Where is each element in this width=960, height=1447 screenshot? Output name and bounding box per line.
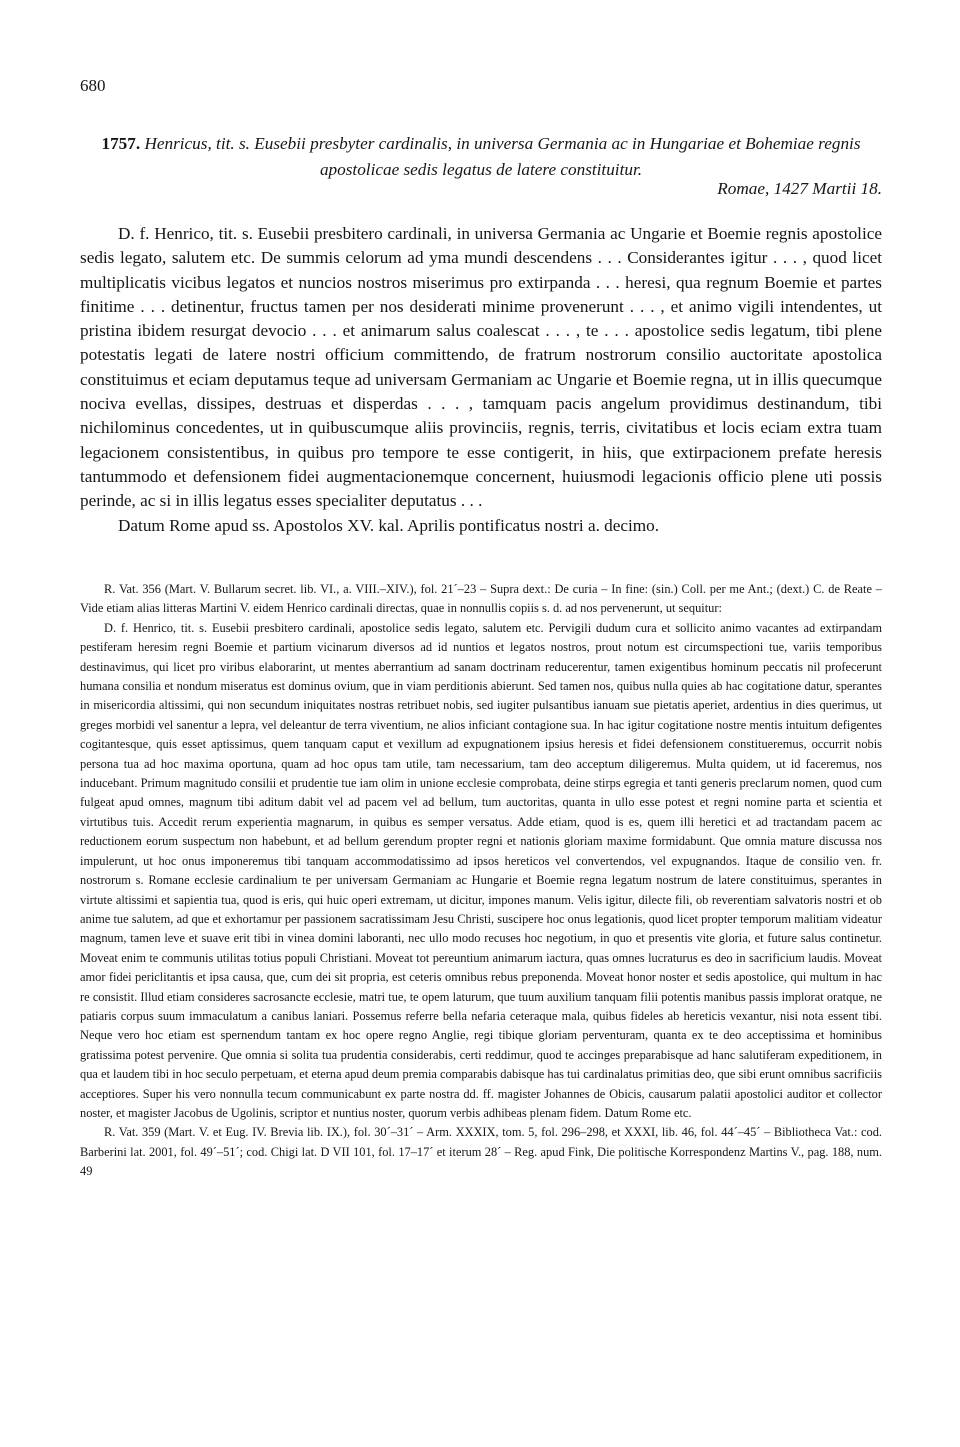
appended-letter: D. f. Henrico, tit. s. Eusebii presbitero cardinali, apostolice sedis legato, salutem etc. Pervigili dudum cura et sollicito animo vacantes ad extirpandam pestiferam heresim regni Boemie et partium vicinarum diversos ad id nuntios et legatos nostros, prout notum est circumspectioni tue, variis temporibus destinavimus, qui licet pro viribus elaborarint, ut mentes aberrantium ad sanam doctrinam reducerentur, tamen exigentibus hominum peccatis nil profecerunt humana consilia et nondum miseratus est dominus ovium, que in viam perditionis abierunt. Sed tamen nos, quibus nulla quies ab hac cogitatione datur, sperantes in misericordia altissimi, qui non secundum iniquitates nostras retribuet nobis, sed iugiter pulsantibus ianuam sue pietatis aperiet, ardentius in dies querimus, ut greges morbidi vel sanentur a lepra, vel deleantur de terra viventium, ne alios inficiant contagione sua. In hac igitur cogitatione nostre mentis intuitum defigentes cogitantesque, quis esset aptissimus, quem tanquam caput et vexillum ad expugnationem ipsius heresis et fidei defensionem constitueremus, occurrit nobis persona tua ad hoc maxima oportuna, quam ad hoc opus tam utile, tam necessarium, tam deo acceptum diligeremus. Multa quidem, ut id faceremus, nos inducebant. Primum magnitudo consilii et prudentie tue iam olim in unione ecclesie comprobata, deine stirps egregia et tanti generis preclarum nomen, quod cum fulgeat apud omnes, magnum tibi aditum dabit vel ad pacem vel ad bellum, tum auctoritas, quanta in ullo esse potest et regni nomine parta et scientia et virtutibus tuis. Accedit rerum experientia magnarum, in quibus es semper versatus. Adde etiam, quod is es, quem illi heretici et ad tractandam pacem ac reductionem eorum suspectum non habebunt, et ad bellum gerendum propter regni et nationis gloriam maxime formidabunt. Que omnia mature discussa nos impulerunt, ut hoc onus imponeremus tibi tanquam accommodatissimo ad ipsos hereticos vel convertendos, vel expugnandos. Itaque de consilio ven. fr. nostrorum s. Romane ecclesie cardinalium te per universam Germaniam ac Hungarie et Boemie regna legatum nostrum de latere constituimus, sperantes in virtute altissimi et sapientia tua, quod is eris, qui huic operi extremam, ut dicitur, impones manum. Velis igitur, dilecte fili, ob reverentiam salvatoris nostri et ob anime tue salutem, ad que et exhortamur per passionem sacratissimam Jesu Christi, suscipere hoc onus legationis, quod licet propter temporum malitiam videatur magnum, tamen leve et suave erit tibi in vinea domini laboranti, nec ullo modo recuses hoc negotium, in quo et presentis vite gloria, et future salus continetur. Moveat enim te communis utilitas totius populi Christiani. Moveat tot pereuntium animarum iactura, quas omnes lucraturus es deo in sacrificium laudis. Moveat amor fidei periclitantis et ipsa causa, que, cum dei sit propria, est ceteris omnibus rebus preponenda. Moveat honor noster et sedis apostolice, qui multum in hac re consistit. Illud etiam consideres sacrosancte ecclesie, matri tue, te opem laturum, que tuum auxilium tanquam filii potentis manibus passis implorat oratque, ne patiaris corpus suum immaculatum a canibus laniari. Possemus referre bella nefaria ceteraque mala, quibus fideles ab hereticis vexantur, nisi nota essent tibi. Neque vero hoc etiam est spernendum tantam ex hoc opere regno Anglie, regi tibique gloriam perventuram, quanta ex te deo acceptissima et hominibus gratissima potest pervenire. Que omnia si solita tua prudentia considerabis, certi reddimur, quod te accinges preparabisque ad hanc salutiferam expeditionem, in qua et laudem tibi in hoc seculo perpetuam, et eterna apud deum premia comparabis dabisque has tui cardinalatus primitias deo, que sibi erunt omnibus sacrificiis acceptiores. Super his vero nonnulla tecum communicabunt ex parte nostra dd. ff. magister Johannes de Obicis, causarum palatii apostolici auditor et collector noster, et magister Jacobus de Ugolinis, scriptor et nuntius noster, quorum verbis adhibeas plenam fidem. Datum Rome etc.	[80, 620, 882, 1120]
regest-heading	[80, 131, 882, 183]
datum-line: Datum Rome apud ss. Apostolos XV. kal. Aprilis pontificatus nostri a. decimo.	[118, 515, 660, 535]
critical-apparatus	[80, 580, 882, 1182]
source-note-2: R. Vat. 359 (Mart. V. et Eug. IV. Brevia lib. IX.), fol. 30´–31´ – Arm. XXXIX, tom. 5, fol. 296–298, et XXXI, lib. 46, fol. 44´–45´ – Bibliotheca Vat.: cod. Barberini lat. 2001, fol. 49´–51´; cod. Chigi lat. D VII 101, fol. 17–17´ et iterum 28´ – Reg. apud Fink, Die politische Korrespondenz Martins V., pag. 188, num. 49	[80, 1125, 882, 1179]
document-body	[80, 222, 882, 538]
document-number: 1757.	[101, 134, 141, 153]
page-number: 680	[80, 76, 106, 95]
document-page	[80, 0, 882, 1447]
main-text: D. f. Henrico, tit. s. Eusebii presbitero cardinali, in universa Germania ac Ungarie et Boemie regnis apostolice sedis legato, salutem etc. De summis celorum ad yma mundi descendens . . . Considerantes igitur . . . , quod licet multiplicatis vicibus legatos et nuncios nostros miserimus pro extirpanda . . . heresi, qua regnum Boemie et partes finitime . . . detinentur, fructus tamen per nos desiderati minime provenerunt . . . , et animo vigili intendentes, ut pristina ibidem resurgat devocio . . . et animarum salus coalescat . . . , te . . . apostolice sedis legatum, tibi plene potestatis legati de latere nostri officium committendo, de fratrum nostrorum consilio auctoritate apostolica constituimus et eciam deputamus teque ad universam Germaniam ac Ungarie et Boemie regna, ut in illis quecumque nociva evellas, dissipes, destruas et disperdas . . . , tamquam pacis angelum providimus destinandum, tibi nichilominus concedentes, ut in quibuscumque aliis provinciis, regnis, terris, civitatibus et locis eciam extra tuam legacionem consistentibus, in quibus pro tempore te esse contigerit, in hiis, que extirpacionem prefate heresis tantummodo et defensionem fidei augmentacionemque concernent, huiusmodi legacionis officio plene uti possis perinde, ac si in illis legatus esses specialiter deputatus . . .	[80, 224, 882, 511]
source-note-1: R. Vat. 356 (Mart. V. Bullarum secret. lib. VI., a. VIII.–XIV.), fol. 21´–23 – Supra dext.: De curia – In fine: (sin.) Coll. per me Ant.; (dext.) C. de Reate – Vide etiam alias litteras Martini V. eidem Henrico cardinali directas, quae in nonnullis copiis s. d. ad nos pervenerunt, ut sequitur:	[80, 582, 882, 616]
dateline: Romae, 1427 Martii 18.	[717, 179, 882, 198]
regest-title: Henricus, tit. s. Eusebii presbyter cardinalis, in universa Germania ac in Hungariae et Bohemiae regnis apostolicae sedis legatus de latere constituitur.	[144, 134, 861, 179]
